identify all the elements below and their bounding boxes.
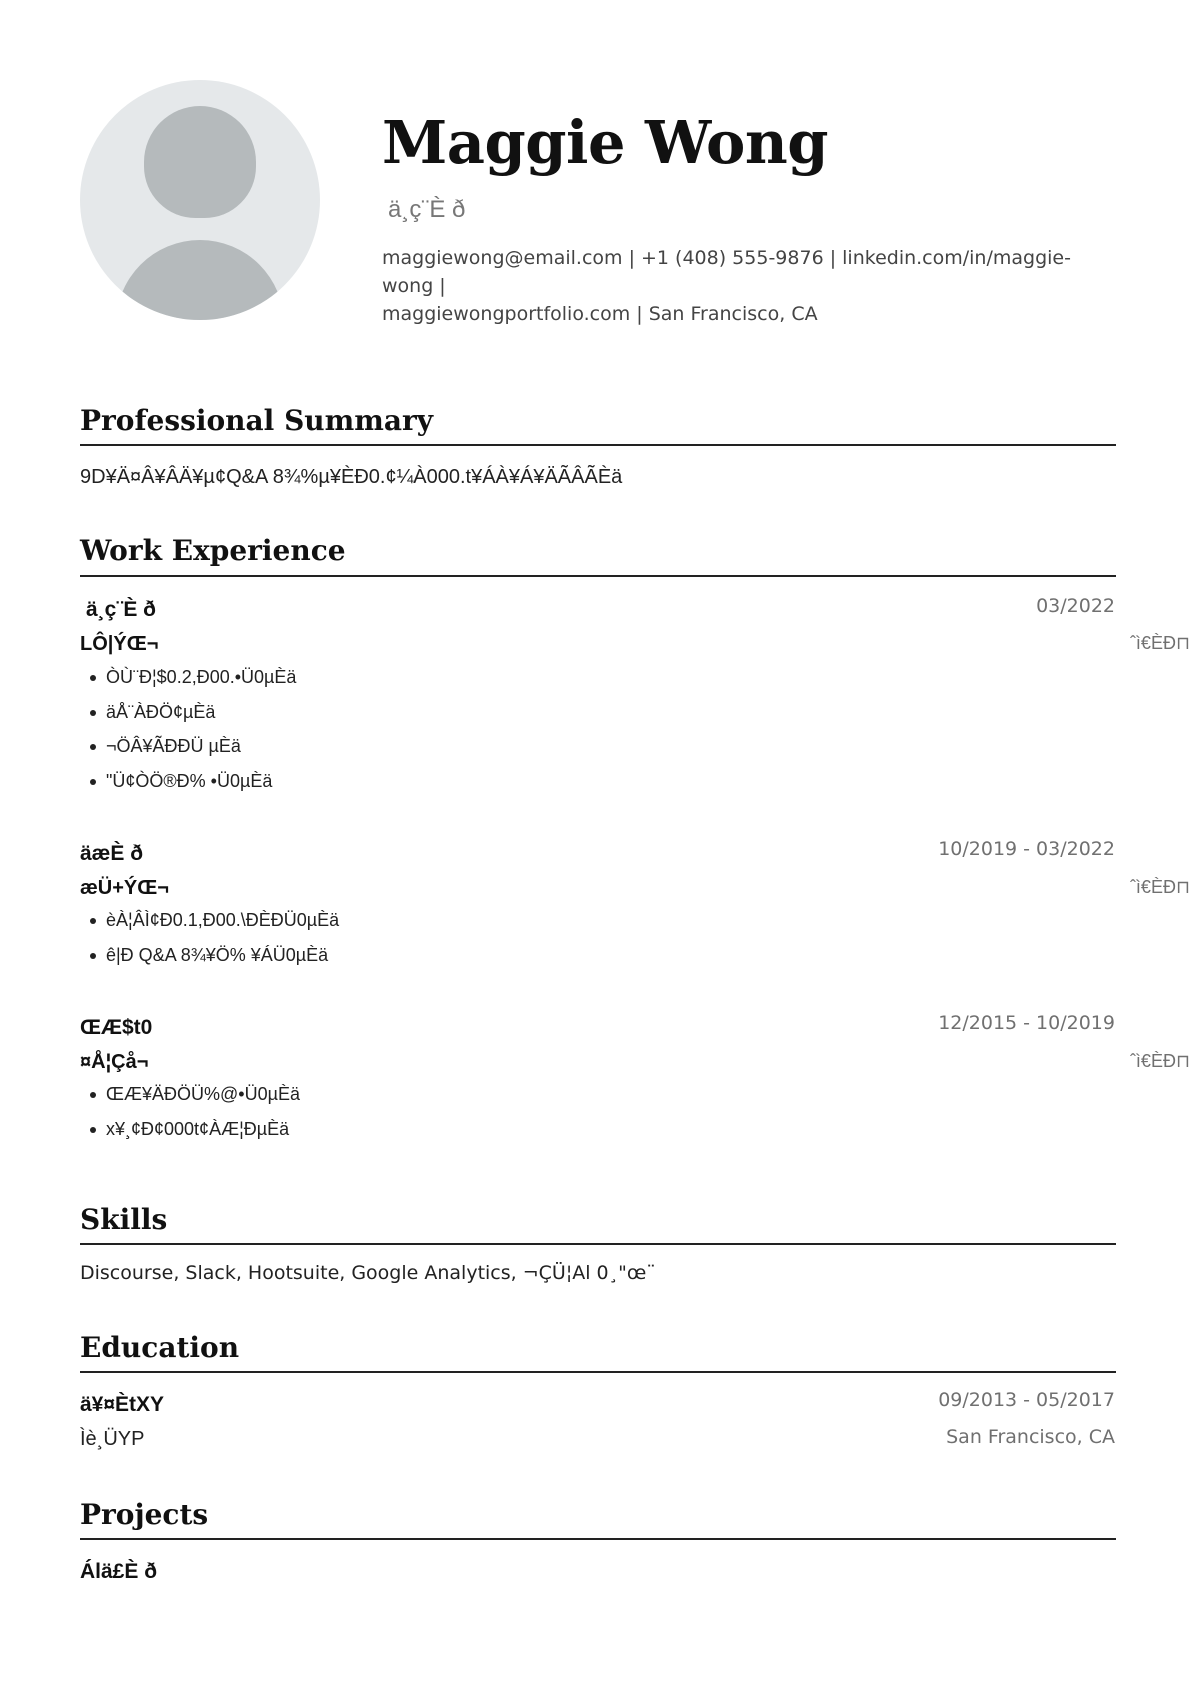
job-date: 03/2022 <box>1036 595 1115 617</box>
job-company: ¤Å¦Çå¬ <box>80 1051 149 1073</box>
section-divider <box>80 1243 1116 1245</box>
avatar-head-shape <box>144 106 256 218</box>
job-title: äæÈ ð <box>80 842 144 865</box>
skills-heading: Skills <box>80 1203 168 1236</box>
summary-text: 9D¥Ä¤Â¥ÂÄ¥µ¢Q&A 8¾%µ¥ÈÐ0.¢¼À000.t¥ÁÀ¥Á¥ÄÃÂÃÈä <box>80 466 623 488</box>
list-item: èÀ¦ÂÌ¢Ð0.1,Ð00.\ÐÈÐÜ0µÈä <box>80 907 339 942</box>
summary-heading: Professional Summary <box>80 404 434 437</box>
list-item: ŒÆ¥ÄÐÖÜ%@•Ü0µÈä <box>80 1081 300 1116</box>
job-title: ŒÆ$t0 <box>80 1016 153 1039</box>
avatar-body-shape <box>116 240 284 320</box>
job-title: ä¸ç¨È ð <box>86 598 157 621</box>
candidate-headline: ä¸ç¨È ð <box>388 196 466 223</box>
job-date: 12/2015 - 10/2019 <box>938 1012 1115 1034</box>
job-company: LÔ|ÝŒ¬ <box>80 633 159 655</box>
contact-info <box>382 244 1122 328</box>
education-location: San Francisco, CA <box>946 1426 1115 1448</box>
section-divider <box>80 444 1116 446</box>
list-item: "Ü¢ÒÖ®Ð% •Ü0µÈä <box>80 768 296 803</box>
contact-line-1: maggiewong@email.com | +1 (408) 555-9876 | linkedin.com/in/maggie-wong | <box>382 247 1071 297</box>
skills-text: Discourse, Slack, Hootsuite, Google Analytics, ¬ÇÜ¦Al 0¸"œ¨ <box>80 1262 656 1284</box>
projects-heading: Projects <box>80 1498 209 1531</box>
education-school: ä¥¤ÈtXY <box>80 1393 165 1416</box>
job-location: ˆì€ÈÐ⊓ <box>1129 1051 1190 1071</box>
job-company: æÜ+ÝŒ¬ <box>80 877 169 899</box>
section-divider <box>80 1538 1116 1540</box>
job-location: ˆì€ÈÐ⊓ <box>1129 633 1190 653</box>
project-title: Álä£È ð <box>80 1560 158 1583</box>
job-date: 10/2019 - 03/2022 <box>938 838 1115 860</box>
section-divider <box>80 575 1116 577</box>
job-bullets <box>80 664 296 802</box>
experience-heading: Work Experience <box>80 534 346 567</box>
education-heading: Education <box>80 1331 240 1364</box>
contact-line-2: maggiewongportfolio.com | San Francisco, CA <box>382 303 818 325</box>
section-divider <box>80 1371 1116 1373</box>
job-bullets <box>80 1081 300 1150</box>
job-bullets <box>80 907 339 976</box>
education-date: 09/2013 - 05/2017 <box>938 1389 1115 1411</box>
list-item: ¬ÖÂ¥ÃÐÐÜ µÈä <box>80 733 296 768</box>
profile-photo-placeholder <box>80 80 320 320</box>
list-item: ÒÙ¨Ð¦$0.2,Ð00.•Ü0µÈä <box>80 664 296 699</box>
education-degree: Ìè¸ÜYP <box>80 1428 145 1450</box>
candidate-name: Maggie Wong <box>382 108 828 177</box>
list-item: ê|Ð Q&A 8¾¥Ö% ¥ÁÜ0µÈä <box>80 942 339 977</box>
list-item: äÅ¨ÀÐÖ¢µÈä <box>80 699 296 734</box>
job-location: ˆì€ÈÐ⊓ <box>1129 877 1190 897</box>
list-item: x¥¸¢Ð¢000t¢ÀÆ¦ÐµÈä <box>80 1116 300 1151</box>
